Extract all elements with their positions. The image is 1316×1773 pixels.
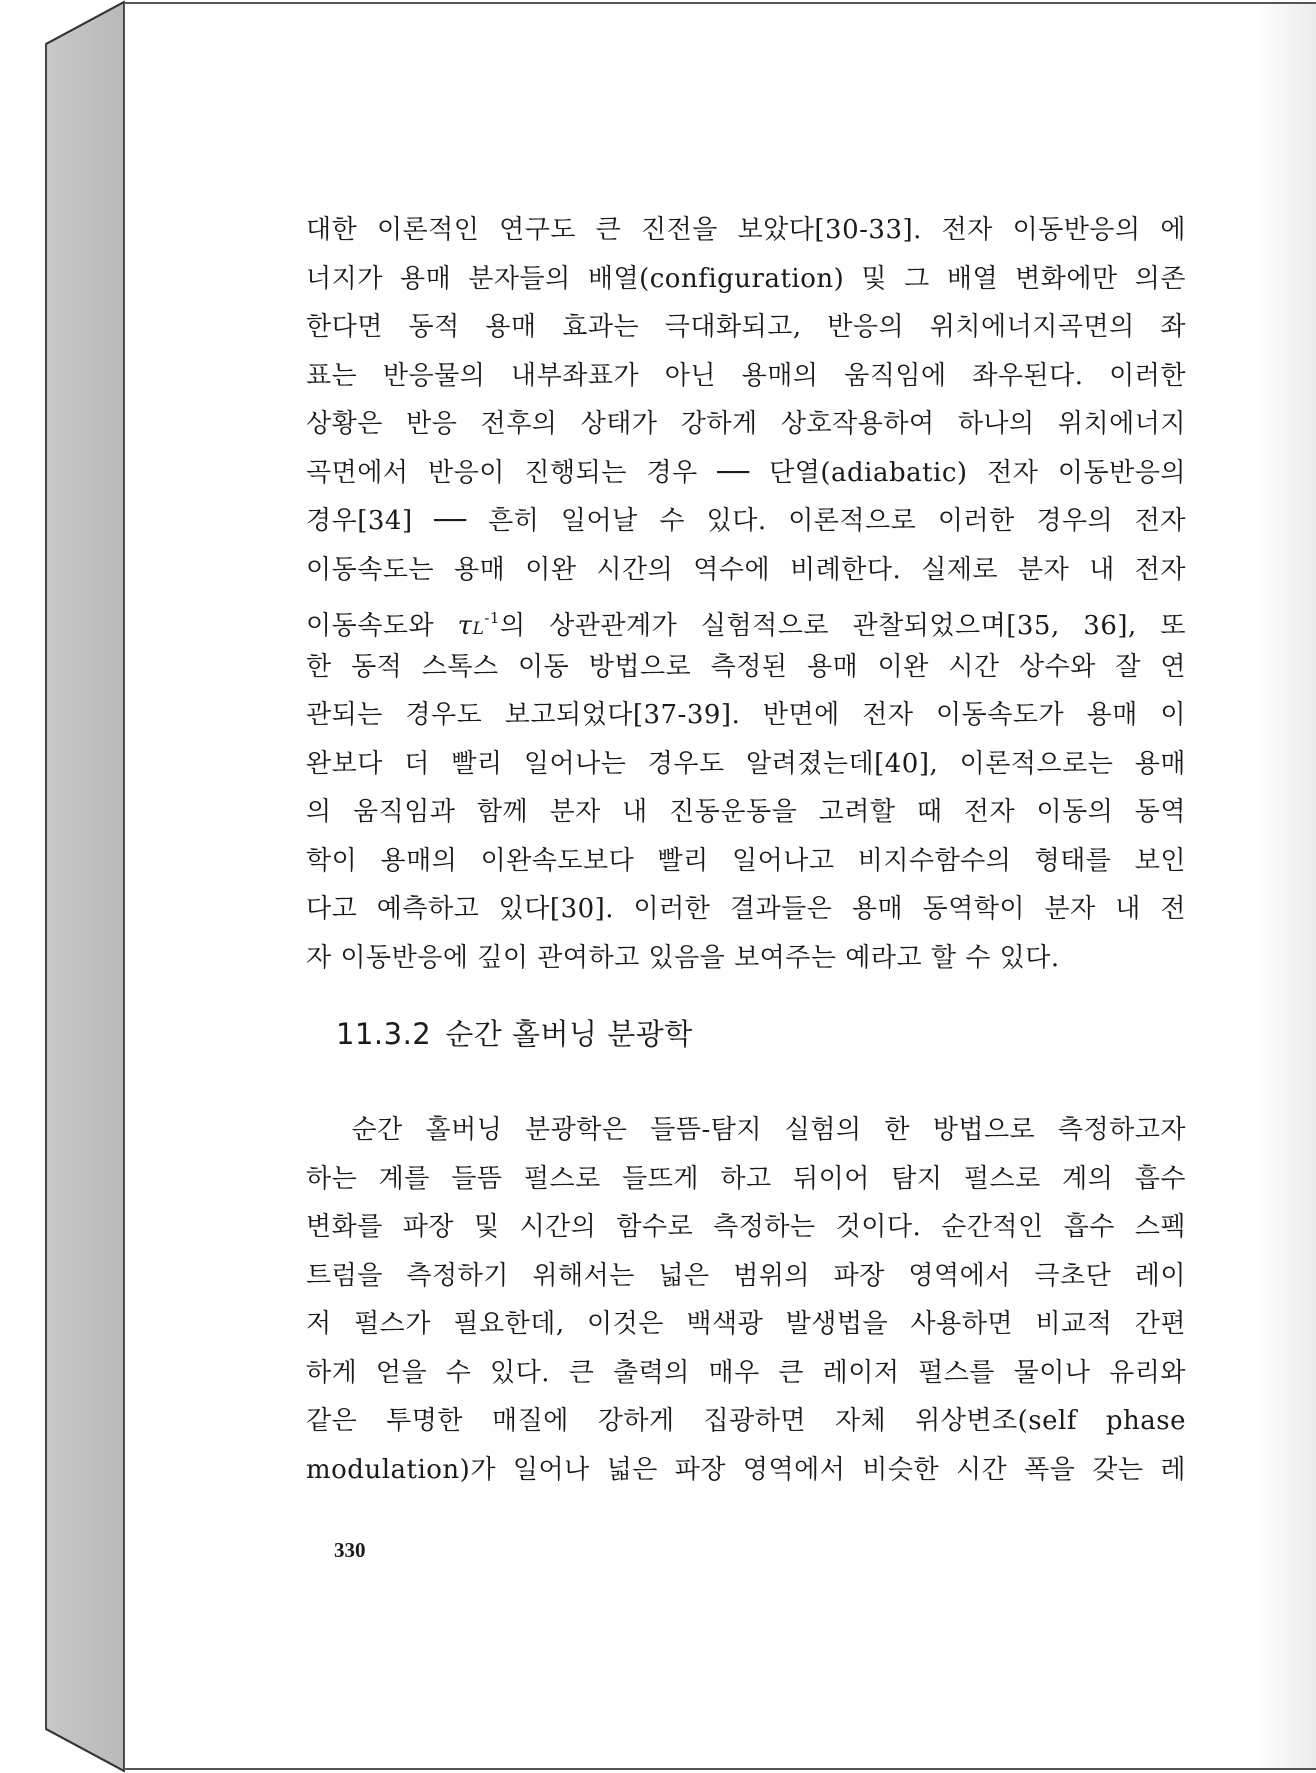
text-line: 관되는 경우도 보고되었다[37-39]. 반면에 전자 이동속도가 용매 이 [306,700,1186,730]
text-line: 같은 투명한 매질에 강하게 집광하면 자체 위상변조(self phase [306,1406,1186,1436]
text-line: 너지가 용매 분자들의 배열(configuration) 및 그 배열 변화에만 의존 [306,263,1186,294]
text-line: 저 펄스가 필요한데, 이것은 백색광 발생법을 사용하면 비교적 간편 [306,1309,1186,1339]
body-paragraph-1 [306,206,1186,982]
text-line-with-formula [306,594,1186,643]
text-line: 자 이동반응에 깊이 관여하고 있음을 보여주는 예라고 할 수 있다. [306,942,1060,973]
text-line: 완보다 더 빨리 일어나는 경우도 알려졌는데[40], 이론적으로는 용매 [306,748,1186,779]
text-line: 학이 용매의 이완속도보다 빨리 일어나고 비지수함수의 형태를 보인 [306,845,1186,876]
page-shadow [1256,4,1316,1768]
text-line: 상황은 반응 전후의 상태가 강하게 상호작용하여 하나의 위치에너지 [306,409,1186,439]
text-line: 한다면 동적 용매 효과는 극대화되고, 반응의 위치에너지곡면의 좌 [306,312,1186,342]
text-line: 곡면에서 반응이 진행되는 경우 ── 단열(adiabatic) 전자 이동반응의 [306,457,1186,488]
text-line: 순간 홀버닝 분광학은 들뜸-탐지 실험의 한 방법으로 측정하고자 [306,1115,1186,1145]
text-line: modulation)가 일어나 넓은 파장 영역에서 비슷한 시간 폭을 갖는 레 [306,1454,1186,1485]
superscript-minus-one: -1 [484,609,500,627]
subscript-l: L [472,619,485,639]
text-line: 대한 이론적인 연구도 큰 진전을 보았다[30-33]. 전자 이동반응의 에 [306,215,1186,245]
page-number: 330 [334,1538,366,1562]
body-paragraph-2 [306,1106,1186,1494]
text-line: 경우[34] ── 흔히 일어날 수 있다. 이론적으로 이러한 경우의 전자 [306,506,1186,536]
text-line: 표는 반응물의 내부좌표가 아닌 용매의 움직임에 좌우된다. 이러한 [306,360,1186,391]
section-title: 순간 홀버닝 분광학 [445,1017,693,1051]
text-fragment: 의 상관관계가 실험적으로 관찰되었으며[35, 36], 또 [499,611,1186,641]
text-line: 하는 계를 들뜸 펄스로 들뜨게 하고 뒤이어 탐지 펄스로 계의 흡수 [306,1163,1186,1194]
text-line: 하게 얻을 수 있다. 큰 출력의 매우 큰 레이저 펄스를 물이나 유리와 [306,1357,1186,1388]
text-line: 의 움직임과 함께 분자 내 진동운동을 고려할 때 전자 이동의 동역 [306,797,1186,827]
tau-symbol: τ [457,611,473,641]
text-line: 트럼을 측정하기 위해서는 넓은 범위의 파장 영역에서 극초단 레이 [306,1260,1186,1291]
text-line: 이동속도는 용매 이완 시간의 역수에 비례한다. 실제로 분자 내 전자 [306,554,1186,585]
text-line: 한 동적 스톡스 이동 방법으로 측정된 용매 이완 시간 상수와 잘 연 [306,651,1186,682]
text-fragment: 이동속도와 [306,611,458,641]
text-line: 변화를 파장 및 시간의 함수로 측정하는 것이다. 순간적인 흡수 스펙 [306,1212,1186,1242]
section-number: 11.3.2 [336,1017,432,1051]
text-line: 다고 예측하고 있다[30]. 이러한 결과들은 용매 동역학이 분자 내 전 [306,894,1186,924]
section-heading [336,1012,693,1053]
